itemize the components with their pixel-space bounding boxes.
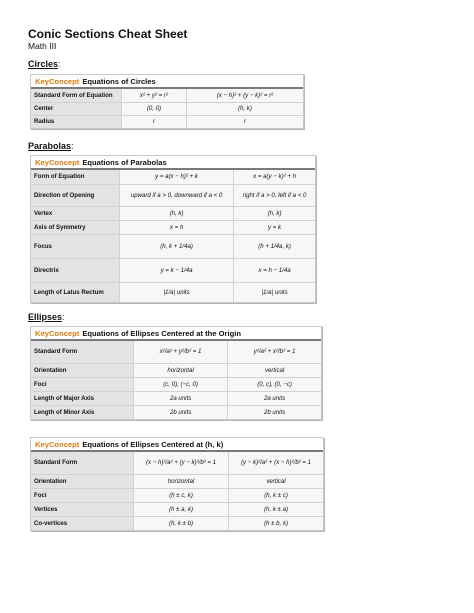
concept-label: Concept <box>48 440 80 449</box>
cell: y = k <box>234 220 315 234</box>
table-row <box>31 258 315 282</box>
row-label: Vertex <box>31 206 120 220</box>
table-row <box>31 391 321 405</box>
cell: (c, 0), (−c, 0) <box>134 377 228 391</box>
table-row <box>31 234 315 258</box>
table-row <box>31 184 315 206</box>
row-label: Foci <box>31 488 134 502</box>
cell: y²/a² + x²/b² = 1 <box>228 341 321 363</box>
cell: (h, k) <box>120 206 234 220</box>
cell: (0, c), (0, −c) <box>228 377 321 391</box>
cell: (h, k ± a) <box>229 502 323 516</box>
table-row <box>31 363 321 377</box>
section-heading-circles: Circles: <box>28 59 61 69</box>
table-row <box>31 488 323 502</box>
cell: x = a(y − k)² + h <box>234 170 315 184</box>
row-label: Axis of Symmetry <box>31 220 120 234</box>
cell: x = h <box>120 220 234 234</box>
row-label: Length of Major Axis <box>31 391 134 405</box>
keyconcept-title: Equations of Circles <box>82 77 156 86</box>
row-label: Form of Equation <box>31 170 120 184</box>
cell: vertical <box>229 474 323 488</box>
concept-label: Concept <box>48 158 80 167</box>
concept-label: Concept <box>48 329 80 338</box>
keyconcept-header <box>31 156 315 170</box>
cell: (h, k) <box>186 102 303 115</box>
keyconcept-title: Equations of Parabolas <box>82 158 167 167</box>
row-label: Orientation <box>31 363 134 377</box>
keyconcept-title: Equations of Ellipses Centered at the Origin <box>82 329 241 338</box>
cell: (h, k + 1/4a) <box>120 234 234 258</box>
cell: horizontal <box>134 363 228 377</box>
row-label: Standard Form of Equation <box>31 89 122 102</box>
table-row <box>31 405 321 419</box>
table-row <box>31 452 323 474</box>
cell: (y − k)²/a² + (x − h)²/b² = 1 <box>229 452 323 474</box>
ellipses-origin-table <box>31 341 321 419</box>
cell: vertical <box>228 363 321 377</box>
row-label: Direction of Opening <box>31 184 120 206</box>
section-label: Parabolas <box>28 141 72 151</box>
table-row <box>31 170 315 184</box>
cell: (h, k ± b) <box>134 516 229 530</box>
row-label: Co-vertices <box>31 516 134 530</box>
row-label: Foci <box>31 377 134 391</box>
section-label: Ellipses <box>28 312 63 322</box>
cell: (h, k) <box>234 206 315 220</box>
cell: y = k − 1/4a <box>120 258 234 282</box>
table-row <box>31 220 315 234</box>
key-label: Key <box>35 440 49 449</box>
table-row <box>31 115 303 128</box>
key-label: Key <box>35 77 49 86</box>
section-label: Circles <box>28 59 59 69</box>
row-label: Focus <box>31 234 120 258</box>
cell: x² + y² = r² <box>122 89 187 102</box>
cell: |1/a| units <box>234 282 315 302</box>
keyconcept-ellipses-origin <box>30 326 322 420</box>
row-label: Standard Form <box>31 452 134 474</box>
cell: (h + 1/4a, k) <box>234 234 315 258</box>
table-row <box>31 502 323 516</box>
keyconcept-header <box>31 75 303 89</box>
key-label: Key <box>35 158 49 167</box>
section-heading-ellipses: Ellipses: <box>28 312 65 322</box>
cell: (h ± a, k) <box>134 502 229 516</box>
keyconcept-circles <box>30 74 304 129</box>
keyconcept-header <box>31 327 321 341</box>
cell: (x − h)² + (y − k)² = r² <box>186 89 303 102</box>
cell: (0, 0) <box>122 102 187 115</box>
keyconcept-title: Equations of Ellipses Centered at (h, k) <box>82 440 224 449</box>
page-title: Conic Sections Cheat Sheet <box>28 27 188 41</box>
table-row <box>31 516 323 530</box>
ellipses-hk-table <box>31 452 323 530</box>
row-label: Length of Latus Rectum <box>31 282 120 302</box>
cell: |1/a| units <box>120 282 234 302</box>
page-subtitle: Math III <box>28 41 57 51</box>
circles-table <box>31 89 303 128</box>
cell: r <box>122 115 187 128</box>
cell: (h ± c, k) <box>134 488 229 502</box>
row-label: Center <box>31 102 122 115</box>
section-heading-parabolas: Parabolas: <box>28 141 74 151</box>
cell: (x − h)²/a² + (y − k)²/b² = 1 <box>134 452 229 474</box>
table-row <box>31 102 303 115</box>
table-row <box>31 474 323 488</box>
table-row <box>31 206 315 220</box>
key-label: Key <box>35 329 49 338</box>
cell: 2b units <box>228 405 321 419</box>
cell: upward if a > 0, downward if a < 0 <box>120 184 234 206</box>
row-label: Length of Minor Axis <box>31 405 134 419</box>
keyconcept-header <box>31 438 323 452</box>
table-row <box>31 377 321 391</box>
cell: right if a > 0, left if a < 0 <box>234 184 315 206</box>
parabolas-table <box>31 170 315 302</box>
cell: horizontal <box>134 474 229 488</box>
keyconcept-parabolas <box>30 155 316 303</box>
row-label: Orientation <box>31 474 134 488</box>
cell: (h, k ± c) <box>229 488 323 502</box>
cell: 2a units <box>228 391 321 405</box>
concept-label: Concept <box>48 77 80 86</box>
cell: 2a units <box>134 391 228 405</box>
row-label: Directrix <box>31 258 120 282</box>
table-row <box>31 282 315 302</box>
row-label: Radius <box>31 115 122 128</box>
keyconcept-ellipses-hk <box>30 437 324 531</box>
cell: r <box>186 115 303 128</box>
cell: (h ± b, k) <box>229 516 323 530</box>
cell: y = a(x − h)² + k <box>120 170 234 184</box>
row-label: Standard Form <box>31 341 134 363</box>
row-label: Vertices <box>31 502 134 516</box>
table-row <box>31 341 321 363</box>
cell: x²/a² + y²/b² = 1 <box>134 341 228 363</box>
table-row <box>31 89 303 102</box>
cell: 2b units <box>134 405 228 419</box>
cell: x = h − 1/4a <box>234 258 315 282</box>
